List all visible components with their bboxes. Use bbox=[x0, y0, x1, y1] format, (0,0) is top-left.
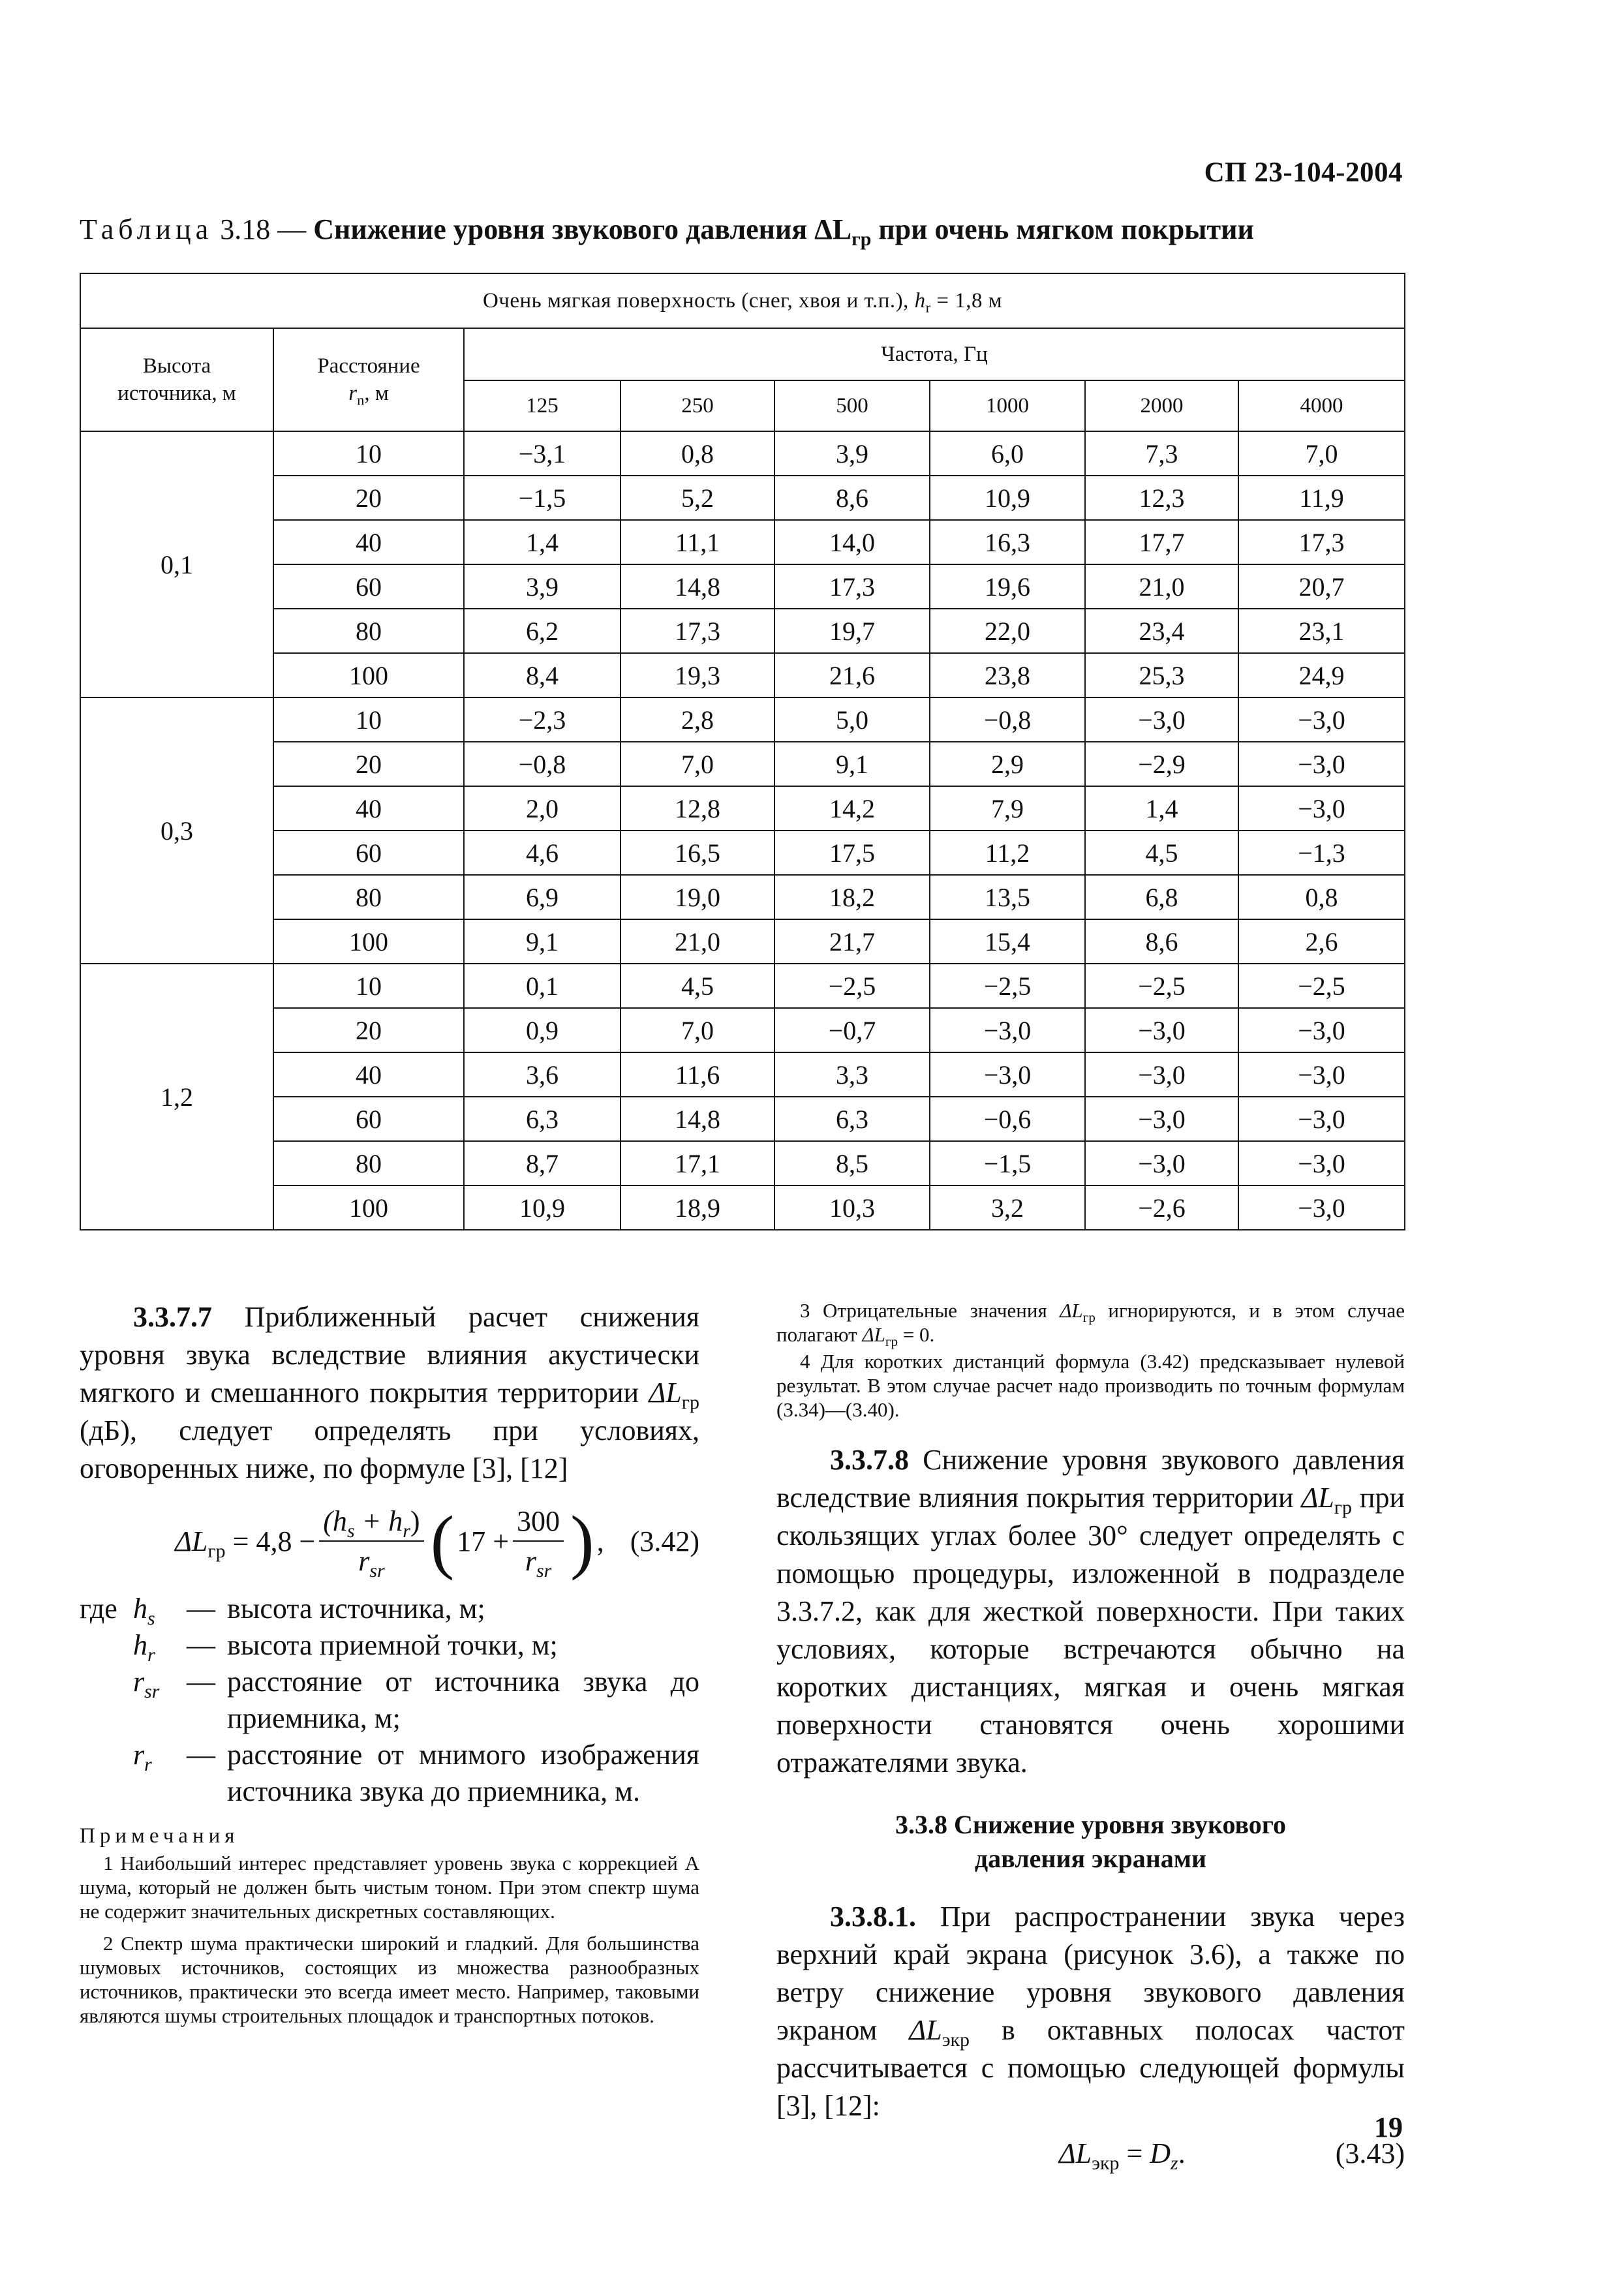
value-cell: −1,5 bbox=[464, 476, 620, 520]
table-row bbox=[80, 1097, 1405, 1141]
definition-symbol: $r_{sr}$ bbox=[133, 1666, 160, 1702]
source-height-cell: 1,2 bbox=[80, 964, 273, 1230]
definition-dash: — bbox=[187, 1666, 215, 1698]
table-number: 3.18 — bbox=[220, 213, 307, 245]
value-cell: 15,4 bbox=[930, 919, 1085, 964]
value-cell: 17,3 bbox=[1238, 520, 1405, 564]
distance-cell: 60 bbox=[273, 1097, 464, 1141]
attenuation-table bbox=[80, 273, 1405, 1230]
value-cell: 21,0 bbox=[620, 919, 774, 964]
value-cell: −3,0 bbox=[1238, 1052, 1405, 1097]
value-cell: −3,0 bbox=[930, 1052, 1085, 1097]
note-2: 2 Спектр шума практически широкий и гладкий. Для большинства шумовых источников, состоящих из множества разнообразных источников, практически это всегда имеет место. Например, таковыми являются шумы строительных площадок и транспортных потоков. bbox=[80, 1932, 699, 2027]
table-row bbox=[80, 786, 1405, 831]
value-cell: −3,0 bbox=[1085, 1052, 1238, 1097]
definition-dash: — bbox=[187, 1629, 215, 1661]
definition-text: расстояние от источника звука до приемника, м; bbox=[227, 1666, 699, 1734]
distance-cell: 10 bbox=[273, 964, 464, 1008]
value-cell: 21,6 bbox=[774, 653, 930, 697]
value-cell: 9,1 bbox=[774, 742, 930, 786]
value-cell: 2,9 bbox=[930, 742, 1085, 786]
where-label: где bbox=[80, 1593, 117, 1625]
definition-dash: — bbox=[187, 1593, 215, 1625]
table-row bbox=[80, 1008, 1405, 1052]
table-row bbox=[80, 964, 1405, 1008]
value-cell: −2,5 bbox=[1085, 964, 1238, 1008]
table-row bbox=[80, 1141, 1405, 1185]
value-cell: 25,3 bbox=[1085, 653, 1238, 697]
definition-symbol: $h_s$ bbox=[133, 1593, 155, 1629]
value-cell: −3,0 bbox=[930, 1008, 1085, 1052]
variable-definitions bbox=[80, 1591, 699, 1810]
frequency-header-cell: 500 bbox=[774, 380, 930, 431]
definition-text: высота приемной точки, м; bbox=[227, 1629, 558, 1661]
value-cell: 3,9 bbox=[774, 431, 930, 476]
note-1: 1 Наибольший интерес представляет уровень звука с коррекцией А шума, который не должен быть чистым тоном. При этом спектр шума не содержит значительных дискретных составляющих. bbox=[80, 1852, 699, 1923]
where-label bbox=[80, 1627, 133, 1664]
paragraph-3-3-7-8: 3.3.7.8 Снижение уровня звукового давления вследствие влияния покрытия территории $\Delta L_{гр}$ при скользящих углах более 30° следует определять с помощью процедуры, изложенной в подразделе 3.3.7.2, как для жесткой поверхности. При таких условиях, которые встречаются обычно на коротких дистанциях, мягкая и очень мягкая поверхности становятся очень хорошими отражателями звука. bbox=[776, 1444, 1405, 1779]
definition-row bbox=[80, 1591, 699, 1627]
note-3: 3 Отрицательные значения $\Delta L_{гр}$ игнорируются, и в этом случае полагают $\Delta L_{гр} = 0$. bbox=[776, 1299, 1405, 1350]
where-label bbox=[80, 1664, 133, 1737]
value-cell: 17,3 bbox=[620, 609, 774, 653]
where-label bbox=[80, 1737, 133, 1810]
table-row bbox=[80, 875, 1405, 919]
page-number: 19 bbox=[1374, 2111, 1403, 2143]
table-row bbox=[80, 476, 1405, 520]
value-cell: 7,0 bbox=[1238, 431, 1405, 476]
value-cell: 6,3 bbox=[774, 1097, 930, 1141]
formula-3-43: $\Delta L_{экр} = D_z$. (3.43) bbox=[1058, 2137, 1405, 2174]
frequency-header-cell: 2000 bbox=[1085, 380, 1238, 431]
definition-dash: — bbox=[187, 1739, 215, 1771]
value-cell: 19,0 bbox=[620, 875, 774, 919]
value-cell: 24,9 bbox=[1238, 653, 1405, 697]
value-cell: −2,5 bbox=[930, 964, 1085, 1008]
value-cell: −1,5 bbox=[930, 1141, 1085, 1185]
value-cell: 6,8 bbox=[1085, 875, 1238, 919]
value-cell: 10,9 bbox=[930, 476, 1085, 520]
definition-row bbox=[80, 1737, 699, 1810]
value-cell: −2,3 bbox=[464, 697, 620, 742]
value-cell: 16,3 bbox=[930, 520, 1085, 564]
frequency-header-cell: 1000 bbox=[930, 380, 1085, 431]
definition-symbol: $h_r$ bbox=[133, 1629, 155, 1666]
source-height-cell: 0,1 bbox=[80, 431, 273, 697]
left-column bbox=[80, 1298, 699, 2028]
value-cell: 3,3 bbox=[774, 1052, 930, 1097]
distance-cell: 60 bbox=[273, 831, 464, 875]
value-cell: 14,8 bbox=[620, 564, 774, 609]
definition-row bbox=[80, 1627, 699, 1664]
value-cell: 0,9 bbox=[464, 1008, 620, 1052]
value-cell: 3,6 bbox=[464, 1052, 620, 1097]
distance-cell: 60 bbox=[273, 564, 464, 609]
value-cell: 16,5 bbox=[620, 831, 774, 875]
section-heading-3-3-8: 3.3.8 Снижение уровня звукового давления экранами bbox=[895, 1810, 1286, 1873]
right-column bbox=[776, 1298, 1405, 2174]
table-row bbox=[80, 431, 1405, 476]
value-cell: 2,0 bbox=[464, 786, 620, 831]
value-cell: 0,8 bbox=[1238, 875, 1405, 919]
value-cell: 6,9 bbox=[464, 875, 620, 919]
frequency-header-cell: 250 bbox=[620, 380, 774, 431]
header-source-height: Высота источника, м bbox=[80, 328, 273, 431]
value-cell: 12,3 bbox=[1085, 476, 1238, 520]
value-cell: 19,7 bbox=[774, 609, 930, 653]
value-cell: 9,1 bbox=[464, 919, 620, 964]
value-cell: 8,6 bbox=[1085, 919, 1238, 964]
distance-cell: 40 bbox=[273, 1052, 464, 1097]
value-cell: 7,0 bbox=[620, 742, 774, 786]
value-cell: 21,7 bbox=[774, 919, 930, 964]
paragraph-3-3-7-7: 3.3.7.7 Приближенный расчет снижения уровня звука вследствие влияния акустически мягкого и смешанного покрытия территории $\Delta L_{гр}$ (дБ), следует определять при условиях, оговоренных ниже, по формуле [3], [12] bbox=[80, 1301, 699, 1484]
value-cell: −3,0 bbox=[1238, 1097, 1405, 1141]
frequency-header-cell: 125 bbox=[464, 380, 620, 431]
distance-cell: 20 bbox=[273, 742, 464, 786]
value-cell: 14,0 bbox=[774, 520, 930, 564]
table-title: Снижение уровня звукового давления $\Delta L_{гр}$ при очень мягком покрытии bbox=[313, 213, 1254, 250]
distance-cell: 20 bbox=[273, 476, 464, 520]
value-cell: 14,8 bbox=[620, 1097, 774, 1141]
distance-cell: 100 bbox=[273, 919, 464, 964]
value-cell: 10,9 bbox=[464, 1185, 620, 1230]
value-cell: −2,9 bbox=[1085, 742, 1238, 786]
table-row bbox=[80, 919, 1405, 964]
value-cell: −2,6 bbox=[1085, 1185, 1238, 1230]
definition-text: высота источника, м; bbox=[227, 1593, 485, 1625]
header-frequency: Частота, Гц bbox=[464, 328, 1405, 380]
value-cell: 18,9 bbox=[620, 1185, 774, 1230]
value-cell: 17,3 bbox=[774, 564, 930, 609]
value-cell: 0,8 bbox=[620, 431, 774, 476]
value-cell: 8,7 bbox=[464, 1141, 620, 1185]
definition-symbol: $r_r$ bbox=[133, 1739, 152, 1775]
value-cell: 4,5 bbox=[1085, 831, 1238, 875]
source-height-cell: 0,3 bbox=[80, 697, 273, 964]
value-cell: −1,3 bbox=[1238, 831, 1405, 875]
frequency-header-cell: 4000 bbox=[1238, 380, 1405, 431]
value-cell: 11,9 bbox=[1238, 476, 1405, 520]
value-cell: 7,9 bbox=[930, 786, 1085, 831]
distance-cell: 80 bbox=[273, 1141, 464, 1185]
value-cell: 17,5 bbox=[774, 831, 930, 875]
value-cell: 8,4 bbox=[464, 653, 620, 697]
table-row bbox=[80, 520, 1405, 564]
value-cell: 23,4 bbox=[1085, 609, 1238, 653]
value-cell: 19,6 bbox=[930, 564, 1085, 609]
distance-cell: 40 bbox=[273, 786, 464, 831]
value-cell: −0,8 bbox=[464, 742, 620, 786]
value-cell: 14,2 bbox=[774, 786, 930, 831]
value-cell: −0,6 bbox=[930, 1097, 1085, 1141]
value-cell: 17,7 bbox=[1085, 520, 1238, 564]
value-cell: −3,0 bbox=[1085, 1141, 1238, 1185]
value-cell: 22,0 bbox=[930, 609, 1085, 653]
value-cell: 23,1 bbox=[1238, 609, 1405, 653]
definition-text: расстояние от мнимого изображения источника звука до приемника, м. bbox=[227, 1739, 699, 1807]
value-cell: 18,2 bbox=[774, 875, 930, 919]
value-cell: 8,6 bbox=[774, 476, 930, 520]
value-cell: 17,1 bbox=[620, 1141, 774, 1185]
value-cell: −3,0 bbox=[1238, 742, 1405, 786]
value-cell: −3,0 bbox=[1085, 1097, 1238, 1141]
distance-cell: 80 bbox=[273, 609, 464, 653]
value-cell: 10,3 bbox=[774, 1185, 930, 1230]
value-cell: 2,8 bbox=[620, 697, 774, 742]
value-cell: 11,2 bbox=[930, 831, 1085, 875]
table-row bbox=[80, 697, 1405, 742]
definition-row bbox=[80, 1664, 699, 1737]
value-cell: 4,5 bbox=[620, 964, 774, 1008]
distance-cell: 40 bbox=[273, 520, 464, 564]
distance-cell: 100 bbox=[273, 653, 464, 697]
formula-3-42: $\Delta L_{гр} = 4,8$ − $\frac{(h_s + h_r)}{r_{sr}}$ ( 17 + $\frac{300}{r_{sr}}$ ) , (3.42) bbox=[175, 1501, 699, 1581]
value-cell: −3,0 bbox=[1238, 1185, 1405, 1230]
value-cell: 11,6 bbox=[620, 1052, 774, 1097]
value-cell: 19,3 bbox=[620, 653, 774, 697]
value-cell: −0,8 bbox=[930, 697, 1085, 742]
value-cell: 1,4 bbox=[1085, 786, 1238, 831]
value-cell: 6,3 bbox=[464, 1097, 620, 1141]
value-cell: 7,0 bbox=[620, 1008, 774, 1052]
value-cell: 23,8 bbox=[930, 653, 1085, 697]
distance-cell: 80 bbox=[273, 875, 464, 919]
value-cell: 21,0 bbox=[1085, 564, 1238, 609]
value-cell: 6,2 bbox=[464, 609, 620, 653]
value-cell: 12,8 bbox=[620, 786, 774, 831]
table-row bbox=[80, 609, 1405, 653]
table-caption bbox=[80, 213, 1417, 250]
notes-heading: Примечания bbox=[80, 1824, 239, 1848]
document-code: СП 23-104-2004 bbox=[1204, 157, 1403, 188]
header-distance: Расстояние $r_n$, м bbox=[273, 328, 464, 431]
surface-header: Очень мягкая поверхность (снег, хвоя и т.п.), $h_r = 1,8$ м bbox=[80, 273, 1405, 328]
table-row bbox=[80, 1052, 1405, 1097]
value-cell: −3,0 bbox=[1238, 697, 1405, 742]
value-cell: −3,0 bbox=[1085, 697, 1238, 742]
note-4: 4 Для коротких дистанций формула (3.42) предсказывает нулевой результат. В этом случае расчет надо производить по точным формулам (3.34)—(3.40). bbox=[776, 1350, 1405, 1421]
value-cell: 0,1 bbox=[464, 964, 620, 1008]
value-cell: 5,2 bbox=[620, 476, 774, 520]
value-cell: −0,7 bbox=[774, 1008, 930, 1052]
value-cell: 4,6 bbox=[464, 831, 620, 875]
value-cell: 13,5 bbox=[930, 875, 1085, 919]
value-cell: 20,7 bbox=[1238, 564, 1405, 609]
value-cell: −3,0 bbox=[1238, 1141, 1405, 1185]
paragraph-3-3-8-1: 3.3.8.1. При распространении звука через верхний край экрана (рисунок 3.6), а также по ветру снижение уровня звукового давления экраном $\Delta L_{экр}$ в октавных полосах частот рассчитывается с помощью следующей формулы [3], [12]: bbox=[776, 1901, 1405, 2122]
distance-cell: 10 bbox=[273, 697, 464, 742]
distance-cell: 20 bbox=[273, 1008, 464, 1052]
value-cell: 11,1 bbox=[620, 520, 774, 564]
table-row bbox=[80, 564, 1405, 609]
value-cell: −3,0 bbox=[1238, 786, 1405, 831]
distance-cell: 100 bbox=[273, 1185, 464, 1230]
value-cell: −2,5 bbox=[1238, 964, 1405, 1008]
value-cell: 7,3 bbox=[1085, 431, 1238, 476]
value-cell: 6,0 bbox=[930, 431, 1085, 476]
value-cell: −2,5 bbox=[774, 964, 930, 1008]
value-cell: 8,5 bbox=[774, 1141, 930, 1185]
table-label: Таблица bbox=[80, 213, 213, 245]
table-row bbox=[80, 1185, 1405, 1230]
table-row bbox=[80, 653, 1405, 697]
value-cell: 3,2 bbox=[930, 1185, 1085, 1230]
value-cell: −3,0 bbox=[1085, 1008, 1238, 1052]
value-cell: 2,6 bbox=[1238, 919, 1405, 964]
value-cell: 5,0 bbox=[774, 697, 930, 742]
value-cell: 1,4 bbox=[464, 520, 620, 564]
table-row bbox=[80, 831, 1405, 875]
value-cell: 3,9 bbox=[464, 564, 620, 609]
distance-cell: 10 bbox=[273, 431, 464, 476]
value-cell: −3,0 bbox=[1238, 1008, 1405, 1052]
value-cell: −3,1 bbox=[464, 431, 620, 476]
table-row bbox=[80, 742, 1405, 786]
